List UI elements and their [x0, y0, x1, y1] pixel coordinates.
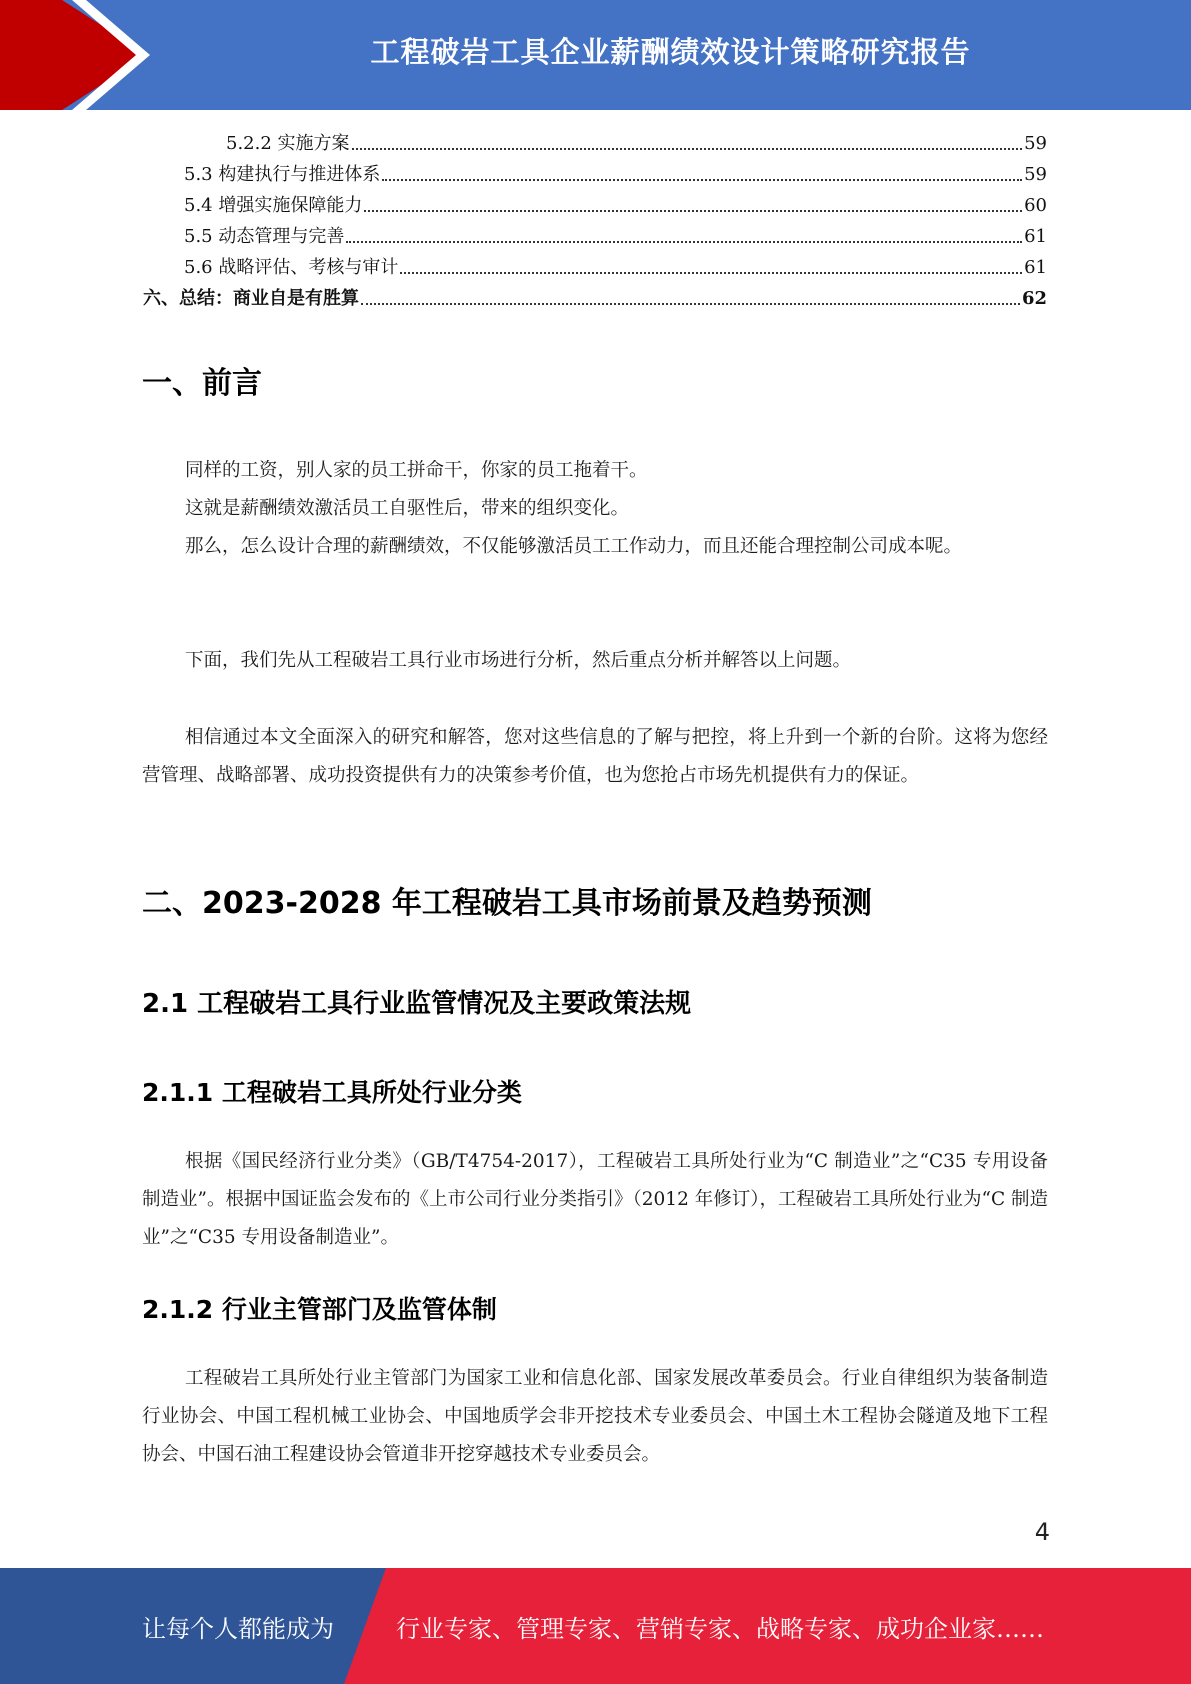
toc-leader-dots [382, 179, 1022, 181]
toc-entry-page: 59 [1024, 164, 1047, 185]
body-paragraph: 根据《国民经济行业分类》（GB/T4754-2017），工程破岩工具所处行业为“C 制造业”之“C35 专用设备制造业”。根据中国证监会发布的《上市公司行业分类指引》（2012 年修订），工程破岩工具所处行业为“C 制造业”之“C35 专用设备制造业”。 [142, 1151, 1048, 1248]
section-heading-market-forecast: 二、2023-2028 年工程破岩工具市场前景及趋势预测 [142, 886, 872, 921]
toc-entry-page: 60 [1024, 195, 1047, 216]
toc-entry-label: 5.2.2 实施方案 [226, 133, 350, 154]
toc-entry-page: 59 [1024, 133, 1047, 154]
body-paragraph: 这就是薪酬绩效激活员工自驱性后，带来的组织变化。 [185, 498, 630, 519]
toc-entry[interactable] [143, 283, 1047, 314]
toc-entry[interactable] [143, 221, 1047, 252]
toc-leader-dots [400, 272, 1022, 274]
toc-leader-dots [361, 303, 1020, 305]
toc-leader-dots [352, 148, 1023, 150]
toc-leader-dots [364, 210, 1022, 212]
toc-entry-page: 61 [1024, 257, 1047, 278]
footer-band [0, 1568, 1191, 1684]
toc-entry[interactable] [143, 159, 1047, 190]
body-paragraph: 下面，我们先从工程破岩工具行业市场进行分析，然后重点分析并解答以上问题。 [185, 650, 852, 671]
subsection-heading-classification: 2.1.1 工程破岩工具所处行业分类 [142, 1078, 522, 1107]
toc-entry[interactable] [143, 128, 1047, 159]
toc-entry-page: 62 [1021, 288, 1047, 309]
toc-leader-dots [346, 241, 1022, 243]
body-paragraph: 同样的工资，别人家的员工拼命干，你家的员工拖着干。 [185, 460, 648, 481]
toc-entry[interactable] [143, 252, 1047, 283]
toc-entry-label: 5.3 构建执行与推进体系 [184, 164, 381, 185]
body-paragraph: 工程破岩工具所处行业主管部门为国家工业和信息化部、国家发展改革委员会。行业自律组织为装备制造行业协会、中国工程机械工业协会、中国地质学会非开挖技术专业委员会、中国土木工程协会隧道及地下工程协会、中国石油工程建设协会管道非开挖穿越技术专业委员会。 [142, 1368, 1048, 1465]
toc-entry-page: 61 [1024, 226, 1047, 247]
body-paragraph: 相信通过本文全面深入的研究和解答，您对这些信息的了解与把控，将上升到一个新的台阶。这将为您经营管理、战略部署、成功投资提供有力的决策参考价值，也为您抢占市场先机提供有力的保证。 [142, 727, 1048, 786]
footer-slogan-right: 行业专家、管理专家、营销专家、战略专家、成功企业家…… [396, 1614, 1044, 1643]
footer-slogan-left: 让每个人都能成为 [142, 1614, 334, 1643]
toc-entry-label: 5.6 战略评估、考核与审计 [184, 257, 399, 278]
toc-entry-label: 5.5 动态管理与完善 [184, 226, 345, 247]
header-band [0, 0, 1191, 110]
subsection-heading-authorities: 2.1.2 行业主管部门及监管体制 [142, 1295, 497, 1324]
body-paragraph: 那么，怎么设计合理的薪酬绩效，不仅能够激活员工工作动力，而且还能合理控制公司成本呢。 [185, 536, 963, 557]
subsection-heading-regulation: 2.1 工程破岩工具行业监管情况及主要政策法规 [142, 989, 692, 1019]
table-of-contents [143, 128, 1047, 314]
section-heading-preface: 一、前言 [142, 366, 262, 401]
header-chevron-icon [0, 0, 160, 110]
toc-entry-label: 5.4 增强实施保障能力 [184, 195, 363, 216]
page-number: 4 [1034, 1518, 1050, 1546]
toc-entry[interactable] [143, 190, 1047, 221]
document-title: 工程破岩工具企业薪酬绩效设计策略研究报告 [370, 34, 971, 69]
toc-entry-label: 六、总结：商业自是有胜算 [143, 288, 359, 309]
